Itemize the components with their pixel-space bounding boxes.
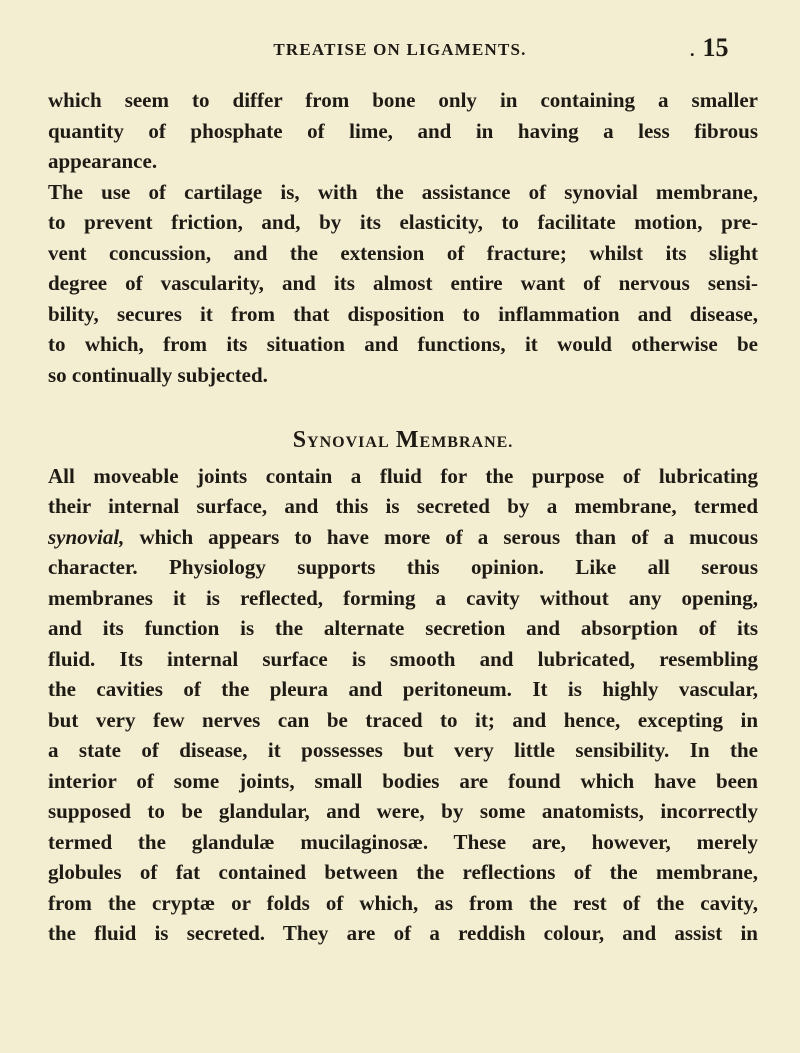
text-line: their internal surface, and this is secreted by a membrane, termed	[48, 494, 758, 518]
text-line: the fluid is secreted. They are of a reddish colour, and assist in	[48, 921, 758, 945]
text-line: a state of disease, it possesses but very little sensibility. In the	[48, 738, 758, 762]
text-line: appearance.	[48, 149, 158, 173]
text-line: to prevent friction, and, by its elasticity, to facilitate motion, pre-	[48, 210, 758, 234]
paragraph-2	[48, 177, 758, 391]
text-line: synovial, which appears to have more of a serous than of a mucous	[48, 524, 758, 549]
text-line: the cavities of the pleura and peritoneum. It is highly vascular,	[48, 677, 758, 701]
text-line: termed the glandulæ mucilaginosæ. These are, however, merely	[48, 829, 758, 854]
text-line: interior of some joints, small bodies are found which have been	[48, 768, 758, 793]
page-number	[690, 33, 729, 63]
body-text	[48, 85, 758, 949]
text-line: so continually subjected.	[48, 362, 268, 387]
paragraph-1	[48, 85, 758, 177]
text-line: degree of vascularity, and its almost entire want of nervous sensi-	[48, 271, 758, 295]
running-title: TREATISE ON LIGAMENTS.	[273, 40, 527, 59]
text-line: character. Physiology supports this opinion. Like all serous	[48, 555, 758, 579]
text-line: fluid. Its internal surface is smooth and lubricated, resembling	[48, 646, 758, 671]
text-line: membranes it is reflected, forming a cavity without any opening,	[48, 585, 758, 610]
text-line: globules of fat contained between the reflections of the membrane,	[48, 860, 758, 884]
text-line: All moveable joints contain a fluid for the purpose of lubricating	[48, 463, 758, 488]
page-number-value: 15	[702, 33, 729, 62]
paragraph-3	[48, 461, 758, 949]
text-line: and its function is the alternate secretion and absorption of its	[48, 616, 758, 640]
italic-term: synovial,	[48, 524, 125, 549]
section-heading: SYNOVIAL MEMBRANE.	[292, 427, 514, 453]
text-line: bility, secures it from that disposition to inflammation and disease,	[48, 301, 758, 326]
text-line: but very few nerves can be traced to it; and hence, excepting in	[48, 707, 758, 732]
text-line: to which, from its situation and functions, it would otherwise be	[48, 332, 758, 356]
text-line: The use of cartilage is, with the assistance of synovial membrane,	[48, 179, 758, 204]
text-line: vent concussion, and the extension of fracture; whilst its slight	[48, 240, 758, 265]
text-line: supposed to be glandular, and were, by some anatomists, incorrectly	[48, 799, 758, 823]
text-line: which seem to differ from bone only in containing a smaller	[48, 88, 758, 112]
text-line: from the cryptæ or folds of which, as from the rest of the cavity,	[48, 890, 758, 915]
text-line: quantity of phosphate of lime, and in having a less fibrous	[48, 118, 758, 143]
page-number-dot: .	[690, 40, 695, 60]
